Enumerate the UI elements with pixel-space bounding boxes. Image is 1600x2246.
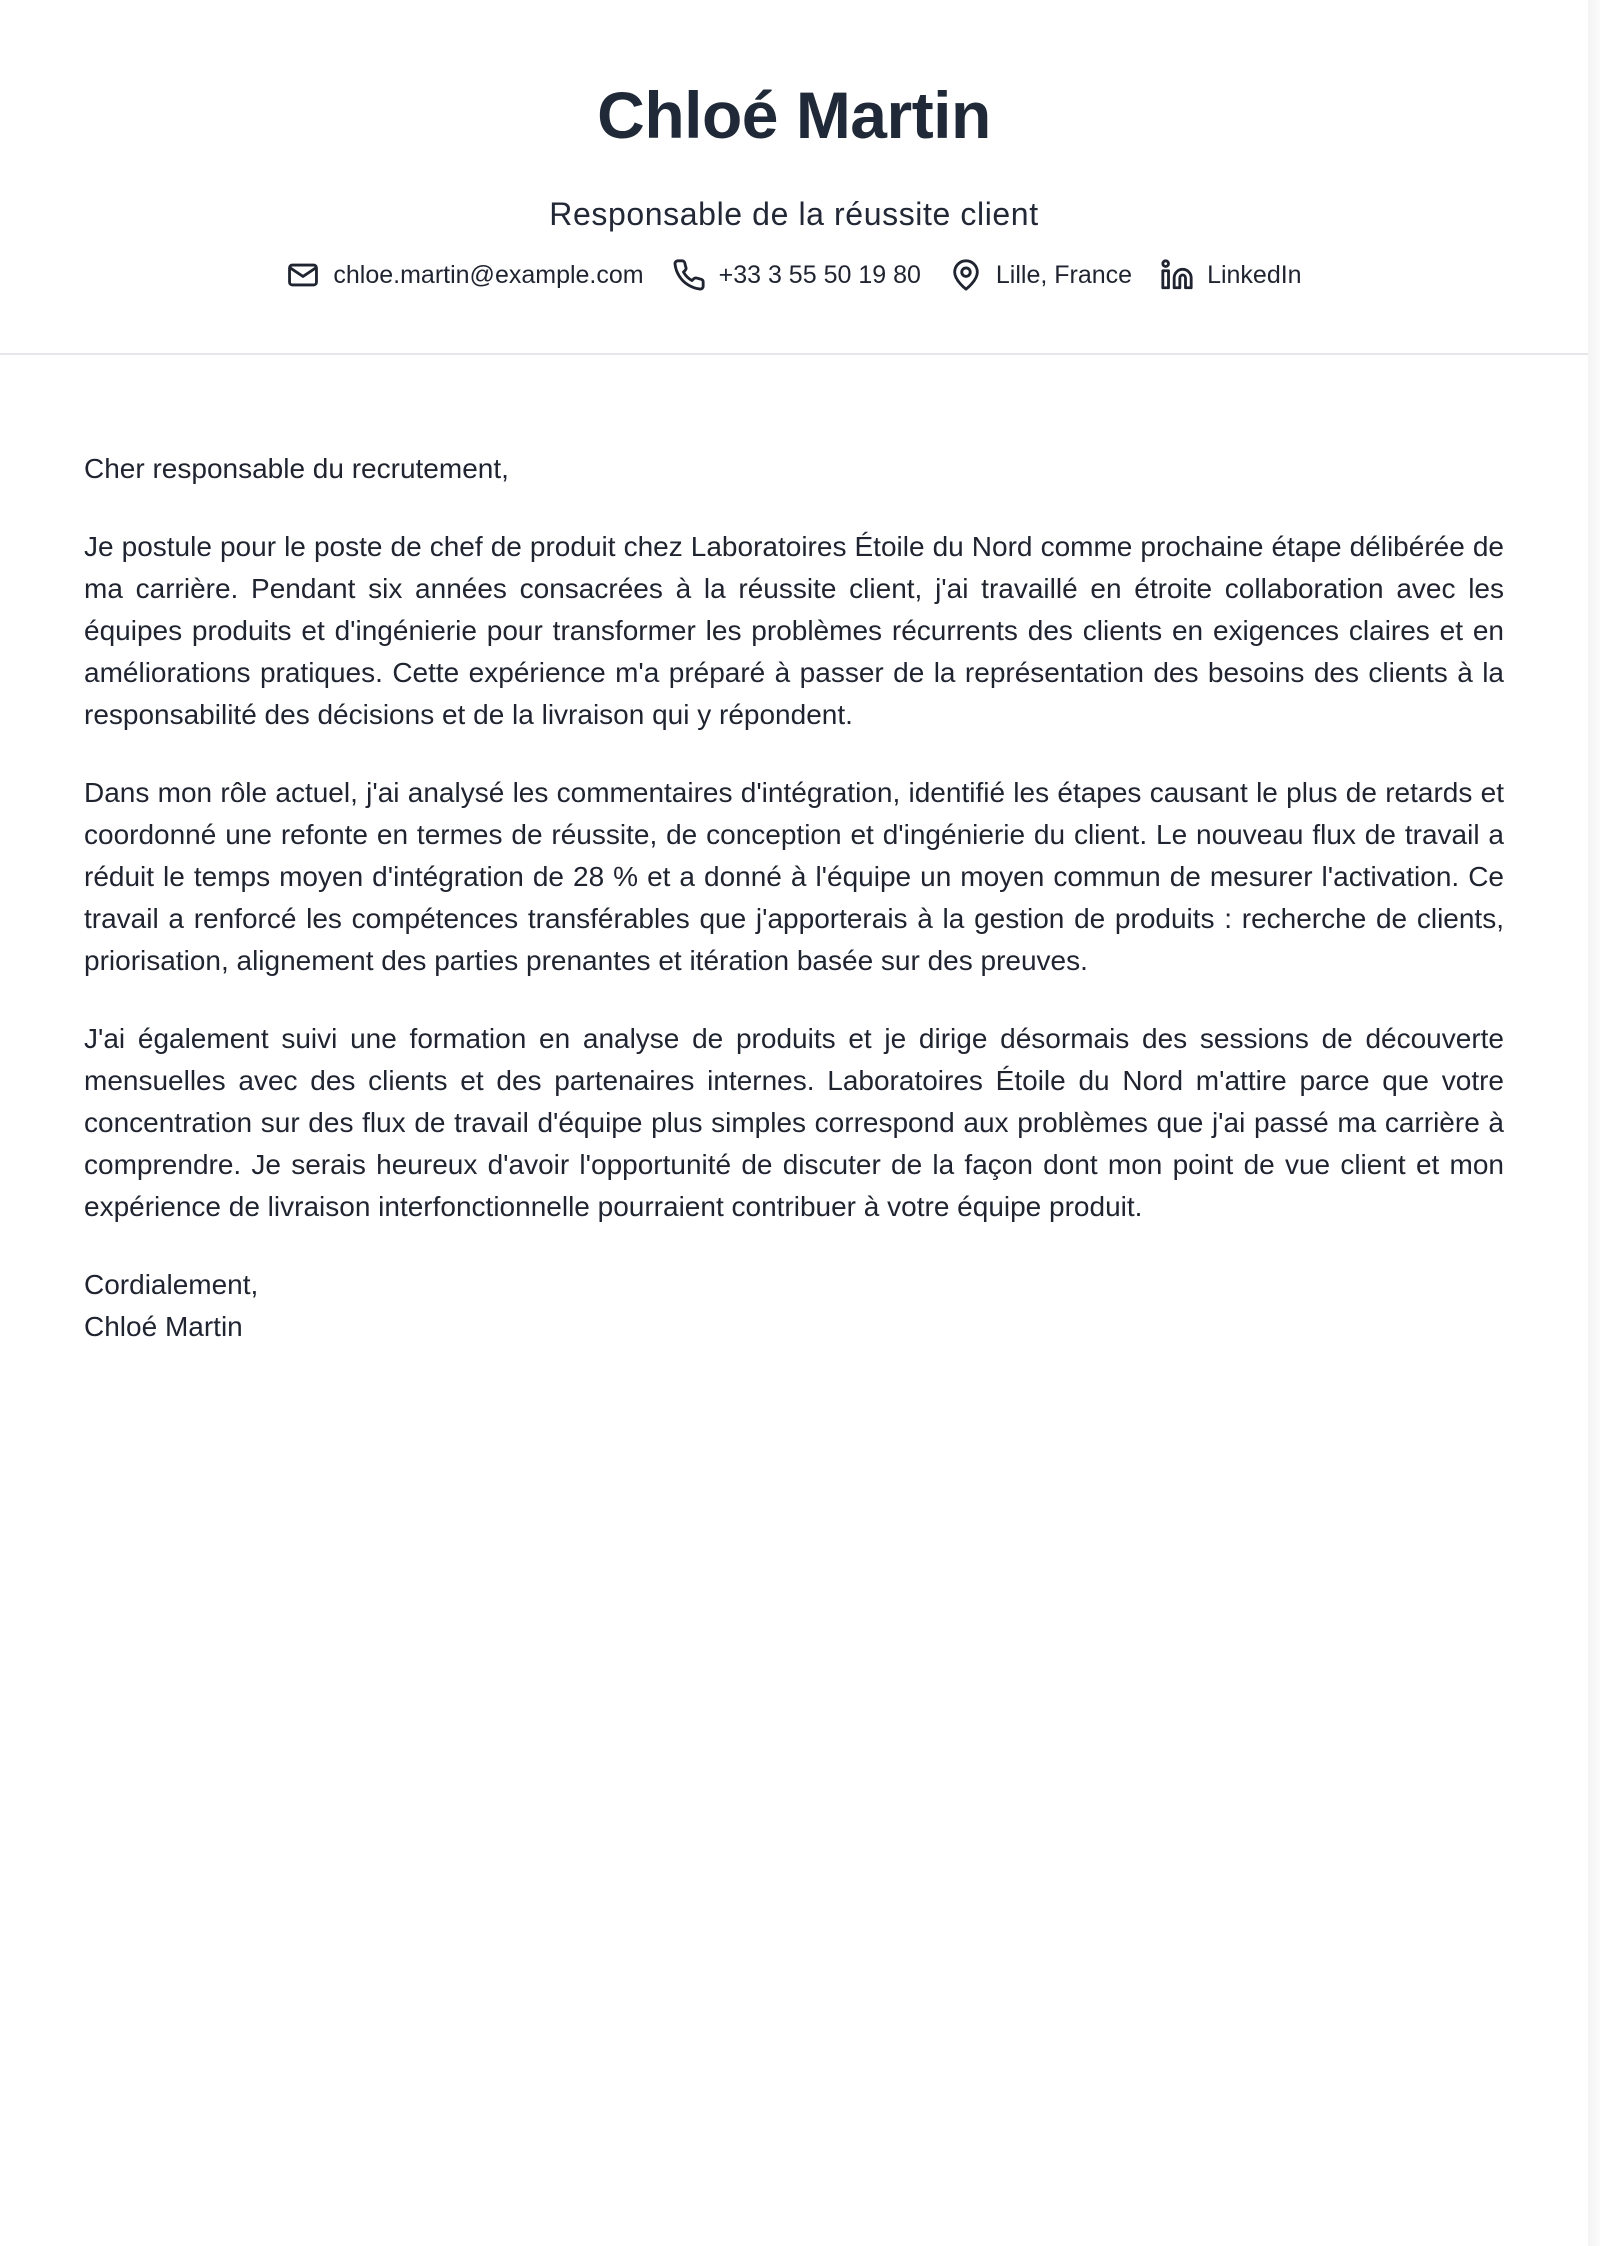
phone-text[interactable]: +33 3 55 50 19 80 [718,261,921,289]
linkedin-link[interactable]: LinkedIn [1207,261,1302,289]
contact-phone[interactable] [672,258,921,292]
mail-icon [286,258,320,292]
letter-body [0,448,1588,1348]
signature: Chloé Martin [84,1311,243,1342]
contact-location [949,258,1132,292]
closing-block [84,1264,1504,1348]
paragraph-1: Je postule pour le poste de chef de produit chez Laboratoires Étoile du Nord comme prochaine étape délibérée de ma carrière. Pendant six années consacrées à la réussite client, j'ai travaillé en étroite collaboration avec les équipes produits et d'ingénierie pour transformer les problèmes récurrents des clients en exigences claires et en améliorations pratiques. Cette expérience m'a préparé à passer de la représentation des besoins des clients à la responsabilité des décisions et de la livraison qui y répondent. [84,531,1504,730]
contact-bar [0,258,1588,292]
paragraph-3: J'ai également suivi une formation en analyse de produits et je dirige désormais des sessions de découverte mensuelles avec des clients et des partenaires internes. Laboratoires Étoile du Nord m'attire parce que votre concentration sur des flux de travail d'équipe plus simples correspond aux problèmes que j'ai passé ma carrière à comprendre. Je serais heureux d'avoir l'opportunité de discuter de la façon dont mon point de vue client et mon expérience de livraison interfonctionnelle pourraient contribuer à votre équipe produit. [84,1023,1504,1222]
paragraph-2: Dans mon rôle actuel, j'ai analysé les commentaires d'intégration, identifié les étapes causant le plus de retards et coordonné une refonte en termes de réussite, de conception et d'ingénierie du client. Le nouveau flux de travail a réduit le temps moyen d'intégration de 28 % et a donné à l'équipe un moyen commun de mesurer l'activation. Ce travail a renforcé les compétences transférables que j'apporterais à la gestion de produits : recherche de clients, priorisation, alignement des parties prenantes et itération basée sur des preuves. [84,777,1504,976]
applicant-role: Responsable de la réussite client [549,196,1039,232]
email-text[interactable]: chloe.martin@example.com [333,261,644,289]
letter-header [0,0,1588,355]
phone-icon [672,258,706,292]
contact-linkedin[interactable] [1160,258,1302,292]
map-pin-icon [949,258,983,292]
location-text: Lille, France [995,261,1133,289]
page-edge-shadow [1588,0,1600,2246]
salutation: Cher responsable du recrutement, [84,453,509,484]
linkedin-icon [1160,258,1194,292]
applicant-name: Chloé Martin [597,78,991,152]
contact-email[interactable] [286,258,643,292]
closing: Cordialement, [84,1269,259,1300]
